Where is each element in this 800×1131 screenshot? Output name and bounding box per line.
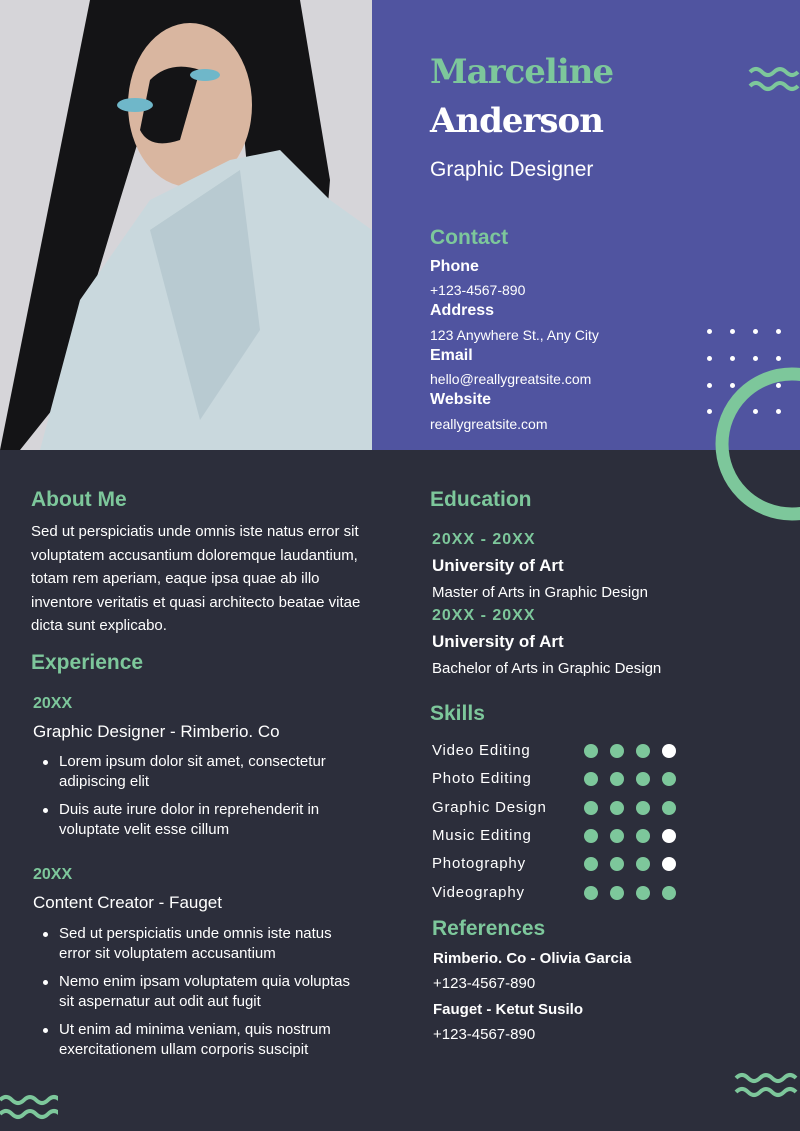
website-label: Website — [430, 391, 492, 408]
skill-name: Videography — [432, 883, 525, 901]
rating-dot-filled — [610, 801, 624, 815]
job-year: 20XX — [33, 866, 73, 883]
skill-row — [432, 827, 732, 847]
rating-dot-filled — [636, 744, 650, 758]
wave-decoration-icon — [734, 1070, 800, 1100]
rating-dot-filled — [662, 886, 676, 900]
grid-dot — [730, 329, 735, 334]
address-label: Address — [430, 302, 495, 319]
job-title: Graphic Designer — [430, 158, 594, 181]
about-heading: About Me — [31, 488, 127, 511]
skill-rating — [584, 886, 676, 900]
skill-name: Music Editing — [432, 826, 532, 844]
rating-dot-filled — [636, 857, 650, 871]
rating-dot-filled — [584, 829, 598, 843]
job-role: Graphic Designer - Rimberio. Co — [33, 722, 280, 741]
grid-dot — [707, 329, 712, 334]
job-bullets — [33, 752, 363, 848]
reference-name: Fauget - Ketut Susilo — [433, 1001, 583, 1018]
email-label: Email — [430, 347, 473, 364]
wave-decoration-icon — [748, 64, 800, 94]
rating-dot-filled — [610, 829, 624, 843]
skill-rating — [584, 857, 676, 871]
skill-row — [432, 884, 732, 904]
rating-dot-filled — [610, 886, 624, 900]
profile-photo — [0, 0, 372, 450]
address-value: 123 Anywhere St., Any City — [430, 327, 599, 343]
rating-dot-filled — [610, 772, 624, 786]
skill-rating — [584, 801, 676, 815]
job-bullet: Nemo enim ipsam voluptatem quia voluptas sit aspernatur aut odit aut fugit — [33, 972, 363, 1012]
rating-dot-filled — [636, 772, 650, 786]
email-value[interactable]: hello@reallygreatsite.com — [430, 371, 592, 387]
ring-decoration-icon — [700, 360, 800, 530]
rating-dot-filled — [584, 886, 598, 900]
skill-rating — [584, 744, 676, 758]
skills-heading: Skills — [430, 702, 485, 725]
contact-heading: Contact — [430, 226, 509, 249]
rating-dot-filled — [584, 744, 598, 758]
rating-dot-filled — [584, 772, 598, 786]
job-role: Content Creator - Fauget — [33, 893, 222, 912]
skill-row — [432, 799, 732, 819]
rating-dot-empty — [662, 829, 676, 843]
skill-row — [432, 770, 732, 790]
last-name: Anderson — [430, 101, 603, 141]
education-years: 20XX - 20XX — [432, 531, 536, 548]
rating-dot-filled — [662, 801, 676, 815]
reference-phone: +123-4567-890 — [433, 1026, 536, 1043]
reference-name: Rimberio. Co - Olivia Garcia — [433, 950, 632, 967]
grid-dot — [753, 329, 758, 334]
rating-dot-filled — [610, 857, 624, 871]
job-bullet: Duis aute irure dolor in reprehenderit in voluptate velit esse cillum — [33, 800, 363, 840]
skill-name: Graphic Design — [432, 798, 547, 816]
education-degree: Master of Arts in Graphic Design — [432, 584, 648, 601]
skill-row — [432, 742, 732, 762]
skill-rating — [584, 829, 676, 843]
skill-name: Video Editing — [432, 742, 531, 759]
job-bullet: Ut enim ad minima veniam, quis nostrum exercitationem ullam corporis suscipit — [33, 1020, 363, 1060]
rating-dot-filled — [636, 801, 650, 815]
job-bullets — [33, 924, 363, 1068]
skill-row — [432, 855, 732, 875]
rating-dot-filled — [636, 829, 650, 843]
grid-dot — [776, 329, 781, 334]
rating-dot-empty — [662, 857, 676, 871]
rating-dot-filled — [636, 886, 650, 900]
education-years: 20XX - 20XX — [432, 607, 536, 624]
job-year: 20XX — [33, 695, 73, 712]
references-heading: References — [432, 917, 546, 940]
reference-phone: +123-4567-890 — [433, 975, 536, 992]
job-bullet: Sed ut perspiciatis unde omnis iste natus error sit voluptatem accusantium — [33, 924, 363, 964]
rating-dot-filled — [662, 772, 676, 786]
rating-dot-filled — [584, 801, 598, 815]
skill-rating — [584, 772, 676, 786]
phone-label: Phone — [430, 258, 479, 275]
education-degree: Bachelor of Arts in Graphic Design — [432, 660, 662, 677]
skill-name: Photo Editing — [432, 770, 532, 788]
experience-heading: Experience — [31, 651, 144, 674]
rating-dot-filled — [584, 857, 598, 871]
about-text: Sed ut perspiciatis unde omnis iste natus error sit voluptatem accusantium doloremque laudantium, totam rem aperiam, eaque ipsa quae ab illo inventore veritatis et quasi architecto beatae vitae dicta sunt explicabo. — [31, 523, 361, 634]
job-bullet: Lorem ipsum dolor sit amet, consectetur adipiscing elit — [33, 752, 363, 792]
education-school: University of Art — [432, 632, 564, 651]
rating-dot-empty — [662, 744, 676, 758]
rating-dot-filled — [610, 744, 624, 758]
skill-name: Photography — [432, 855, 526, 873]
education-heading: Education — [430, 488, 532, 511]
education-school: University of Art — [432, 556, 564, 575]
phone-value: +123-4567-890 — [430, 282, 526, 298]
website-value[interactable]: reallygreatsite.com — [430, 416, 548, 432]
first-name: Marceline — [430, 52, 614, 92]
wave-decoration-icon — [0, 1092, 58, 1122]
